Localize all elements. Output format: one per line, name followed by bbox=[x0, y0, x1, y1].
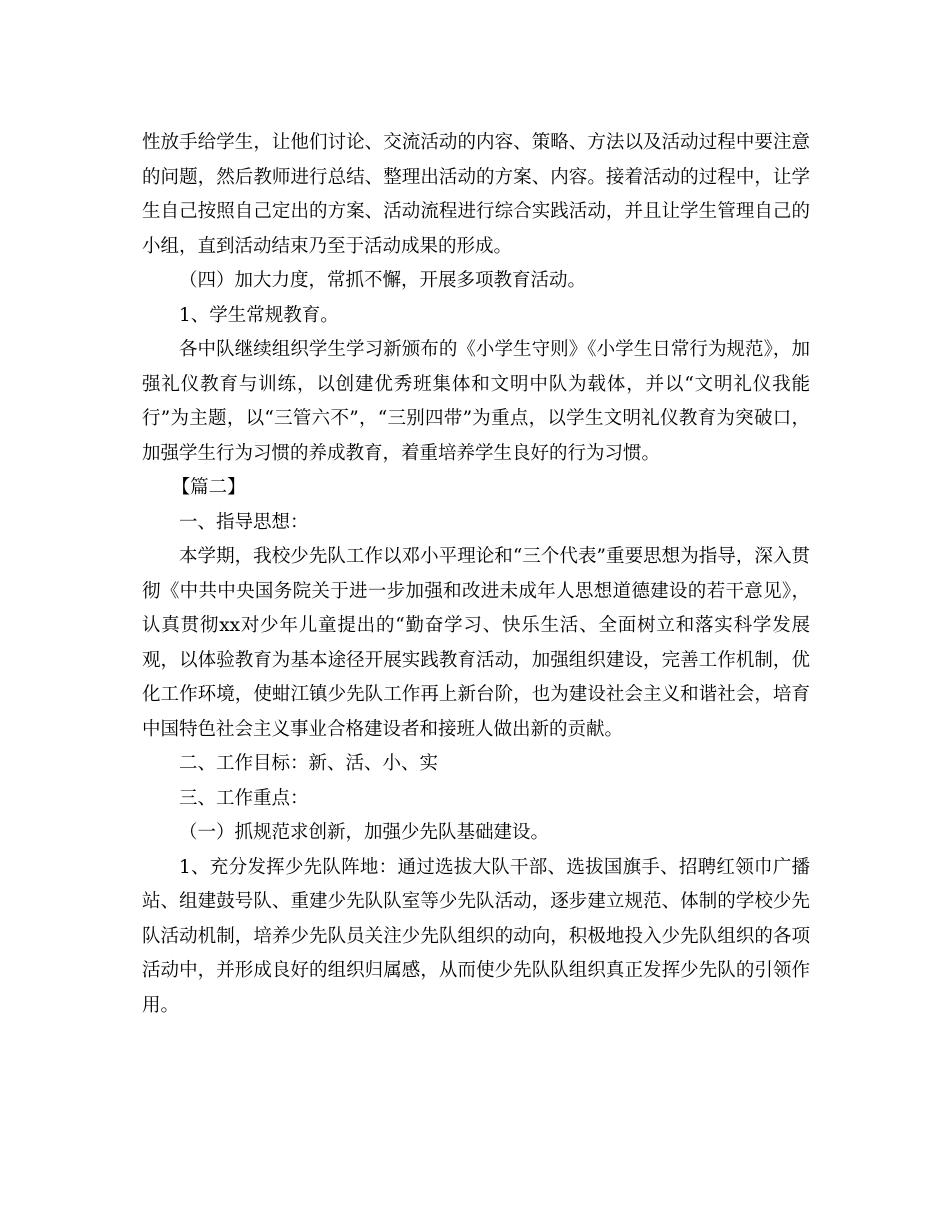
subheading-student-routine: 1、学生常规教育。 bbox=[179, 304, 339, 326]
part-two-heading: 【篇二】 bbox=[171, 477, 246, 498]
document-body bbox=[142, 126, 810, 1023]
section-heading-four: （四）加大力度，常抓不懈，开展多项教育活动。 bbox=[179, 270, 587, 291]
paragraph-continuation: 性放手给学生，让他们讨论、交流活动的内容、策略、方法以及活动过程中要注意的问题，然后教师进行总结、整理出活动的方案、内容。接着活动的过程中，让学生自己按照自己定出的方案、活动流程进行综合实践活动，并且让学生管理自己的小组，直到活动结束乃至于活动成果的形成。 bbox=[142, 132, 810, 257]
heading-standards-innovation: （一）抓规范求创新，加强少先队基础建设。 bbox=[179, 822, 550, 843]
heading-work-focus: 三、工作重点： bbox=[179, 787, 309, 809]
heading-guiding-thought: 一、指导思想： bbox=[179, 511, 309, 533]
paragraph-pioneer-position: 1、充分发挥少先队阵地：通过选拔大队干部、选拔国旗手、招聘红领巾广播站、组建鼓号队、重建少先队队室等少先队活动，逐步建立规范、体制的学校少先队活动机制，培养少先队员关注少先队组织的动向，积极地投入少先队组织的各项活动中，并形成良好的组织归属感，从而使少先队队组织真正发挥少先队的引领作用。 bbox=[142, 856, 810, 1016]
heading-work-goals: 二、工作目标：新、活、小、实 bbox=[179, 753, 439, 774]
paragraph-guiding-thought: 本学期，我校少先队工作以邓小平理论和“三个代表”重要思想为指导，深入贯彻《中共中央国务院关于进一步加强和改进未成年人思想道德建设的若干意见》，认真贯彻xx对少年儿童提出的“勤奋学习、快乐生活、全面树立和落实科学发展观，以体验教育为基本途径开展实践教育活动，加强组织建设，完善工作机制，优化工作环境，使蚶江镇少先队工作再上新台阶，也为建设社会主义和谐社会，培育中国特色社会主义事业合格建设者和接班人做出新的贡献。 bbox=[142, 546, 810, 740]
paragraph-etiquette-education: 各中队继续组织学生学习新颁布的《小学生守则》《小学生日常行为规范》，加强礼仪教育与训练，以创建优秀班集体和文明中队为载体，并以“文明礼仪我能行”为主题，以“三管六不”，“三别四带”为重点，以学生文明礼仪教育为突破口，加强学生行为习惯的养成教育，着重培养学生良好的行为习惯。 bbox=[142, 339, 810, 464]
